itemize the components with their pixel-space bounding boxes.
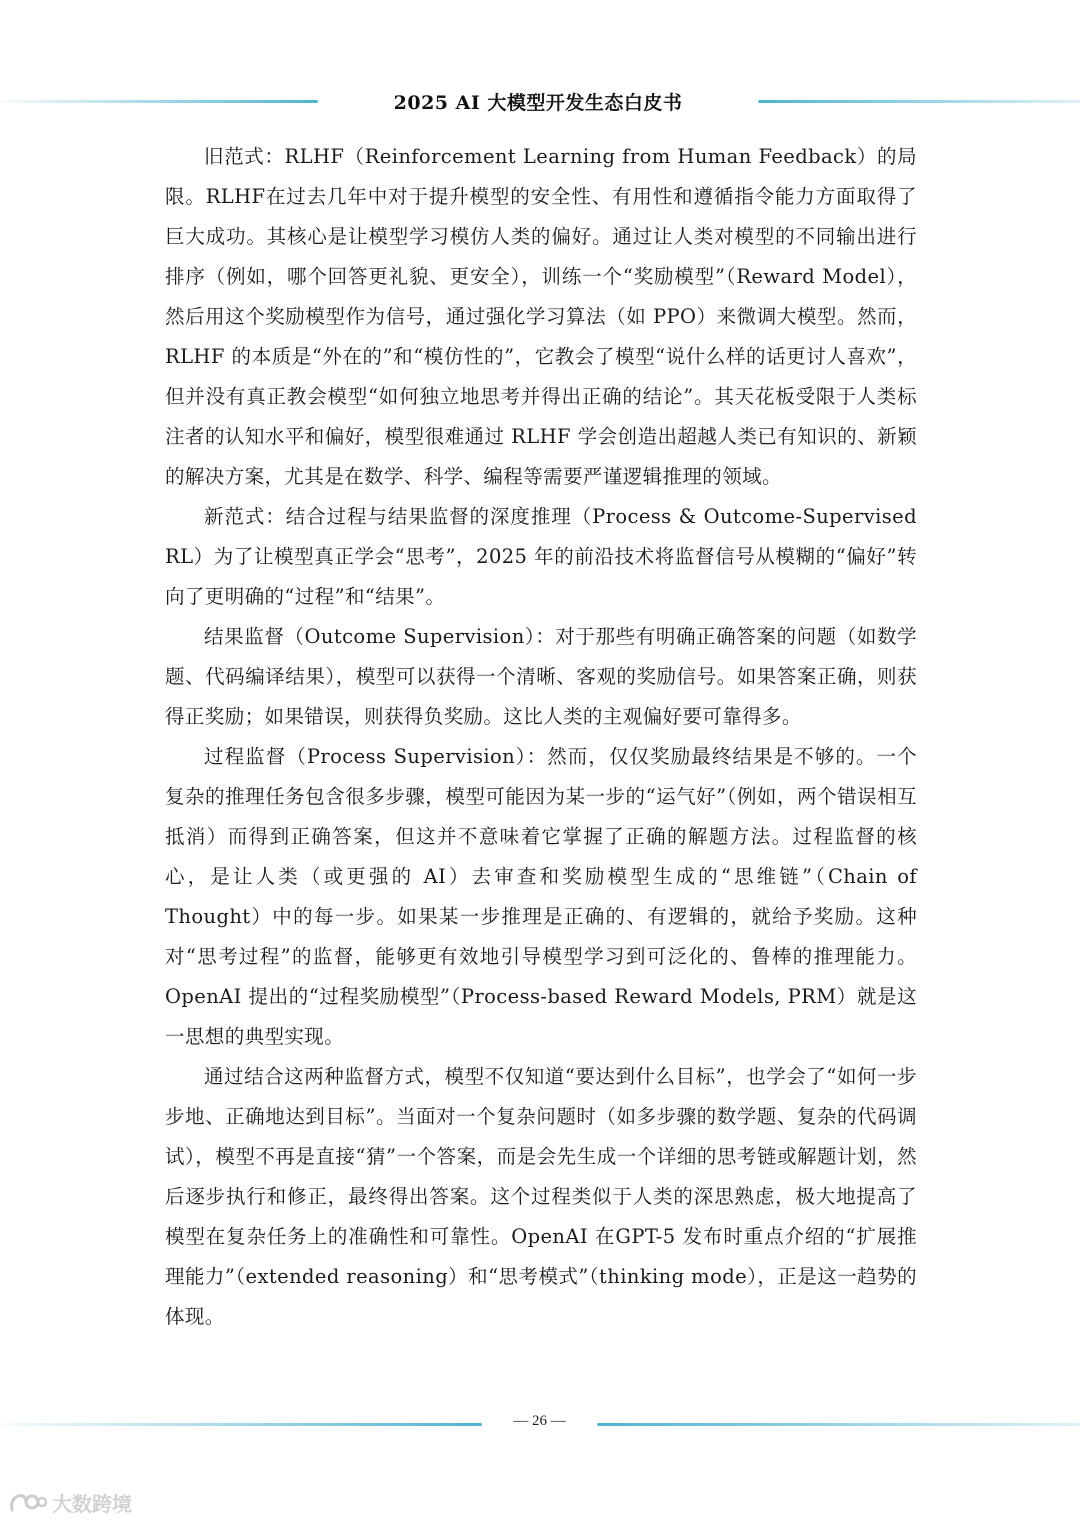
footer-rule-right — [597, 1423, 1080, 1426]
watermark-logo-icon — [8, 1490, 48, 1516]
footer-rule-left — [0, 1423, 482, 1426]
paragraph-combined-supervision: 通过结合这两种监督方式，模型不仅知道“要达到什么目标”，也学会了“如何一步步地、正确地达到目标”。当面对一个复杂问题时（如多步骤的数学题、复杂的代码调试），模型不再是直接“猜”一个答案，而是会先生成一个详细的思考链或解题计划，然后逐步执行和修正，最终得出答案。这个过程类似于人类的深思熟虑，极大地提高了模型在复杂任务上的准确性和可靠性。OpenAI 在GPT-5 发布时重点介绍的“扩展推理能力”（extended reasoning）和“思考模式”（thinking mode），正是这一趋势的体现。 — [165, 1065, 917, 1328]
page-number: — 26 — — [513, 1413, 566, 1429]
document-body — [165, 137, 917, 1337]
watermark-text: 大数跨境 — [52, 1492, 132, 1516]
header-rule-right — [758, 100, 1080, 103]
paragraph-outcome-supervision: 结果监督（Outcome Supervision）：对于那些有明确正确答案的问题（如数学题、代码编译结果），模型可以获得一个清晰、客观的奖励信号。如果答案正确，则获得正奖励；如果错误，则获得负奖励。这比人类的主观偏好要可靠得多。 — [165, 625, 917, 728]
header-rule-left — [0, 100, 318, 103]
paragraph-new-paradigm: 新范式：结合过程与结果监督的深度推理（Process & Outcome-Supervised RL）为了让模型真正学会“思考”，2025 年的前沿技术将监督信号从模糊的“偏好”转向了更明确的“过程”和“结果”。 — [165, 505, 917, 608]
watermark — [8, 1488, 132, 1517]
paragraph-old-paradigm: 旧范式：RLHF（Reinforcement Learning from Human Feedback）的局限。RLHF在过去几年中对于提升模型的安全性、有用性和遵循指令能力方面取得了巨大成功。其核心是让模型学习模仿人类的偏好。通过让人类对模型的不同输出进行排序（例如，哪个回答更礼貌、更安全），训练一个“奖励模型”（Reward Model），然后用这个奖励模型作为信号，通过强化学习算法（如 PPO）来微调大模型。然而，RLHF 的本质是“外在的”和“模仿性的”，它教会了模型“说什么样的话更讨人喜欢”，但并没有真正教会模型“如何独立地思考并得出正确的结论”。其天花板受限于人类标注者的认知水平和偏好，模型很难通过 RLHF 学会创造出超越人类已有知识的、新颖的解决方案，尤其是在数学、科学、编程等需要严谨逻辑推理的领域。 — [165, 145, 917, 488]
page-header-title: 2025 AI 大模型开发生态白皮书 — [393, 92, 683, 114]
paragraph-process-supervision: 过程监督（Process Supervision）：然而，仅仅奖励最终结果是不够的。一个复杂的推理任务包含很多步骤，模型可能因为某一步的“运气好”（例如，两个错误相互抵消）而得到正确答案，但这并不意味着它掌握了正确的解题方法。过程监督的核心，是让人类（或更强的 AI）去审查和奖励模型生成的“思维链”（Chain of Thought）中的每一步。如果某一步推理是正确的、有逻辑的，就给予奖励。这种对“思考过程”的监督，能够更有效地引导模型学习到可泛化的、鲁棒的推理能力。OpenAI 提出的“过程奖励模型”（Process-based Reward Models, PRM）就是这一思想的典型实现。 — [165, 745, 917, 1048]
